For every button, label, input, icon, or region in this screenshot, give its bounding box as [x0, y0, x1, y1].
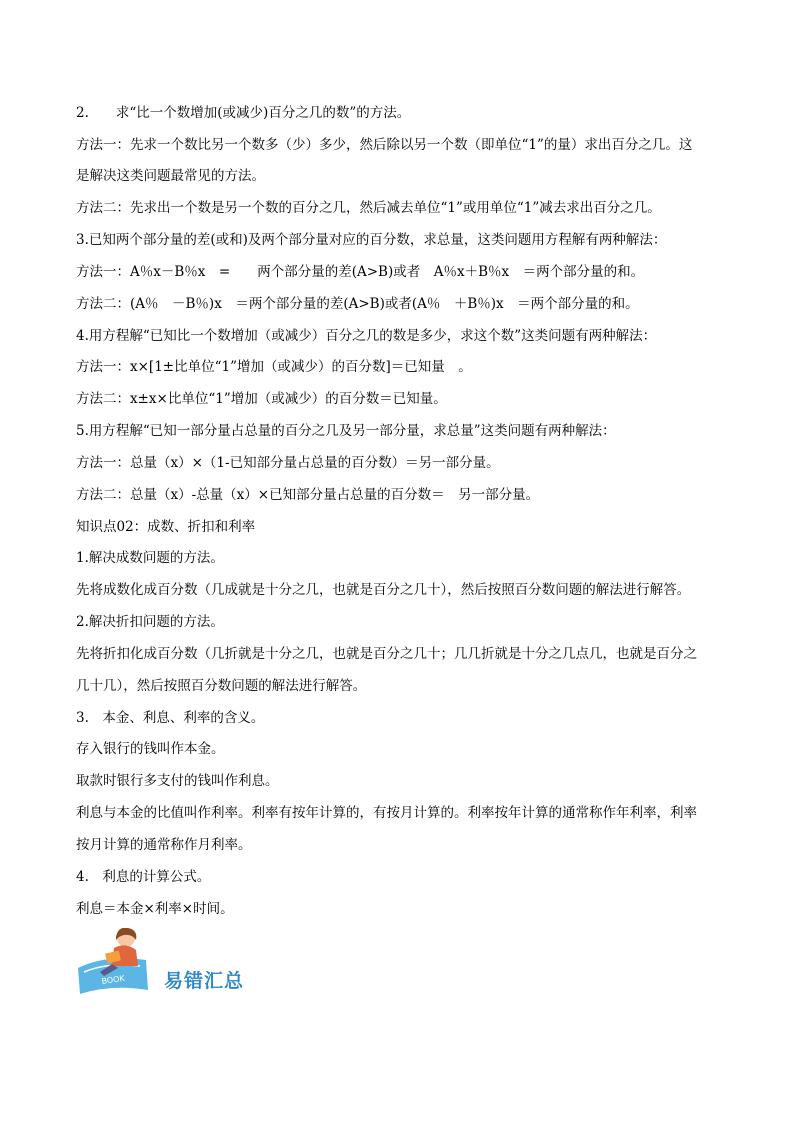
text-line: 方法一：先求一个数比另一个数多（少）多少，然后除以另一个数（即单位“1”的量）求出百分之几。这 — [76, 137, 693, 153]
banner-title: 易错汇总 — [164, 970, 245, 992]
text-line: 方法二：先求出一个数是另一个数的百分之几，然后减去单位“1”或用单位“1”减去求出百分之几。 — [76, 200, 661, 216]
text-line: 先将成数化成百分数（几成就是十分之几，也就是百分之几十），然后按照百分数问题的解法进行解答。 — [76, 582, 691, 598]
text-line: 先将折扣化成百分数（几折就是十分之几，也就是百分之几十；几几折就是十分之几点几，也就是百分之 — [76, 646, 697, 662]
text-line: 利息与本金的比值叫作利率。利率有按年计算的，有按月计算的。利率按年计算的通常称作年利率，利率 — [76, 805, 697, 821]
text-line: 3.已知两个部分量的差(或和)及两个部分量对应的百分数，求总量，这类问题用方程解有两种解法： — [76, 232, 667, 248]
text-line: 方法二：总量（x）-总量（x）×已知部分量占总量的百分数＝ 另一部分量。 — [76, 487, 540, 503]
text-line: 3. 本金、利息、利率的含义。 — [76, 710, 265, 726]
book-label: BOOK — [101, 973, 126, 986]
text-line: 方法二：(A％ －B％)x ＝两个部分量的差(A>B)或者(A％ ＋B％)x ＝两个部分量的和。 — [76, 296, 639, 312]
text-line: 取款时银行多支付的钱叫作利息。 — [76, 773, 279, 789]
text-line: 方法二：x±x×比单位“1”增加（或减少）的百分数＝已知量。 — [76, 391, 447, 407]
text-line: 几十几），然后按照百分数问题的解法进行解答。 — [76, 678, 367, 694]
text-line: 5.用方程解“已知一部分量占总量的百分之几及另一部分量，求总量”这类问题有两种解法： — [76, 423, 616, 439]
text-line: 2.解决折扣问题的方法。 — [76, 614, 224, 630]
text-line: 按月计算的通常称作月利率。 — [76, 837, 252, 853]
section-heading: 知识点02：成数、折扣和利率 — [76, 519, 256, 535]
text-line: 4.用方程解“已知比一个数增加（或减少）百分之几的数是多少，求这个数”这类问题有两种解法： — [76, 328, 657, 344]
text-line: 1.解决成数问题的方法。 — [76, 550, 224, 566]
text-line: 方法一：A％x－B％x = 两个部分量的差(A>B)或者 A％x＋B％x ＝两个部分量的和。 — [76, 264, 645, 280]
text-line: 4. 利息的计算公式。 — [76, 869, 211, 885]
text-line: 利息＝本金×利率×时间。 — [76, 901, 234, 917]
text-line: 是解决这类问题最常见的方法。 — [76, 168, 265, 184]
text-line: 2. 求“比一个数增加(或减少)百分之几的数”的方法。 — [76, 105, 411, 121]
text-line: 方法一：总量（x）×（1-已知部分量占总量的百分数）＝另一部分量。 — [76, 455, 500, 471]
text-line: 存入银行的钱叫作本金。 — [76, 741, 225, 757]
text-line: 方法一：x×[1±比单位“1”增加（或减少）的百分数]＝已知量 。 — [76, 359, 472, 375]
